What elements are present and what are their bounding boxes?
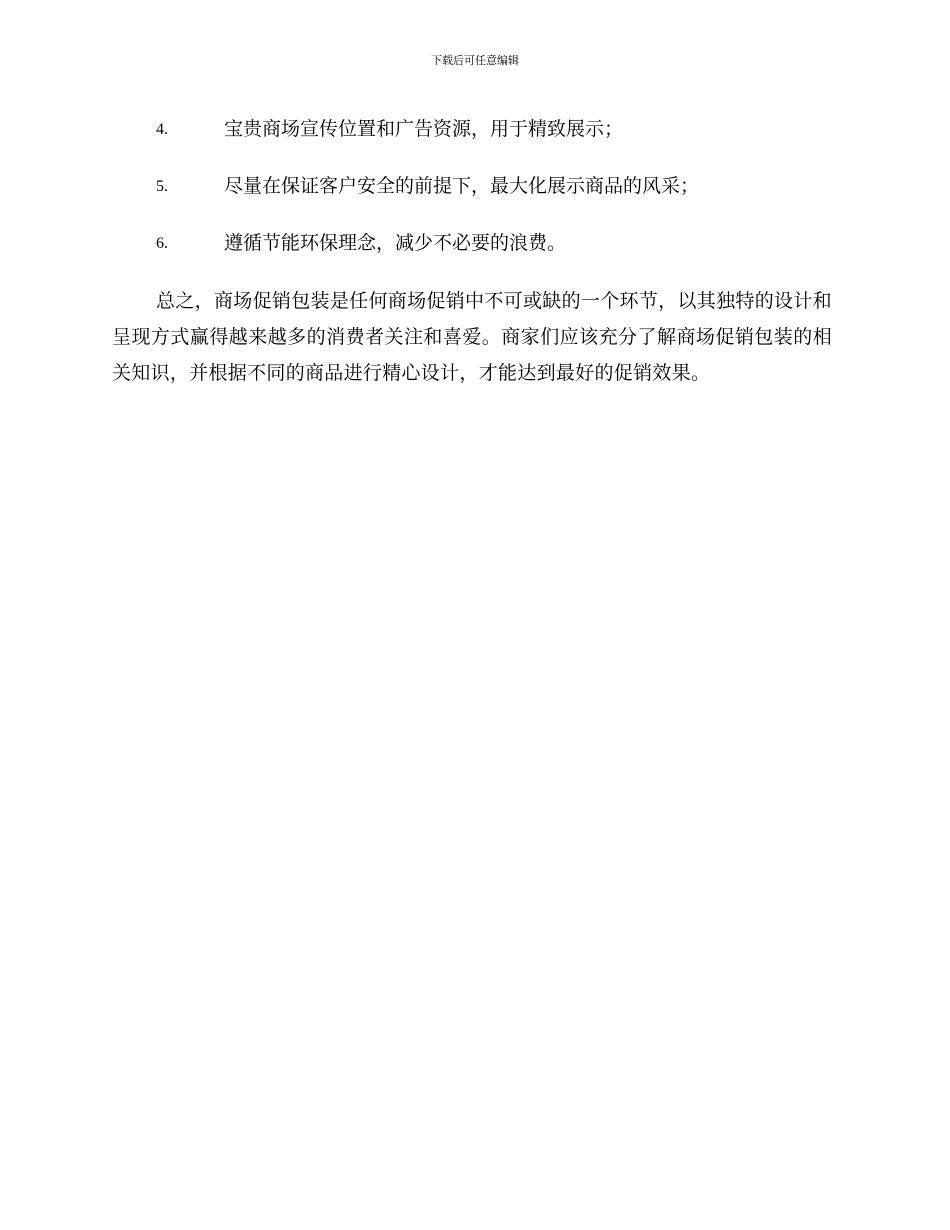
list-item-text: 遵循节能环保理念，减少不必要的浪费。 [224, 232, 567, 254]
list-item-number: 4. [156, 121, 168, 138]
conclusion-paragraph: 总之，商场促销包装是任何商场促销中不可或缺的一个环节，以其独特的设计和呈现方式赢得越来越多的消费者关注和喜爱。商家们应该充分了解商场促销包装的相关知识，并根据不同的商品进行精心设计，才能达到最好的促销效果。 [112, 290, 832, 384]
list-item [0, 114, 950, 144]
list-item [0, 228, 950, 258]
list-item-number: 5. [156, 178, 168, 195]
list-item [0, 171, 950, 201]
list-item-text: 尽量在保证客户安全的前提下，最大化展示商品的风采； [224, 175, 700, 197]
list-item-number: 6. [156, 235, 168, 252]
list-item-text: 宝贵商场宣传位置和广告资源，用于精致展示； [224, 118, 624, 140]
page-header: 下载后可任意编辑 [431, 54, 519, 67]
